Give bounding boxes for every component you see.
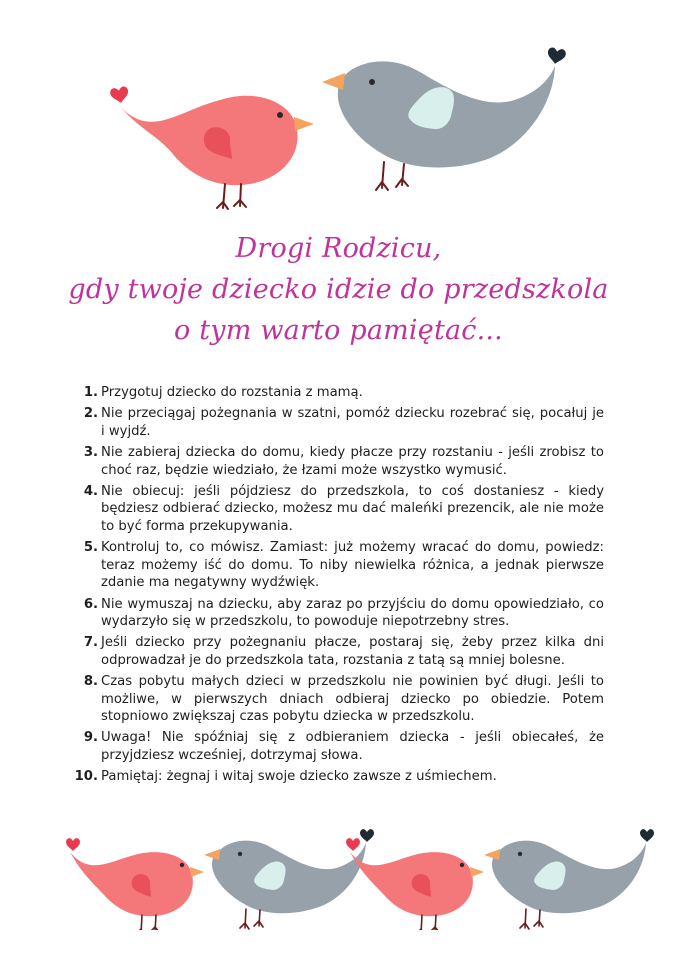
- list-item: [68, 405, 604, 440]
- item-number: 10.: [74, 769, 98, 785]
- item-number: 7.: [83, 635, 98, 651]
- heart-icon: [109, 86, 129, 105]
- pink-bird-icon: [109, 86, 314, 209]
- item-text: Kontroluj to, co mówisz. Zamiast: już możemy wracać do domu, powiedz: teraz możemy iść do domu. To niby niewielka różnica, a jednak pierwsze zdanie ma negatywny wydźwięk.: [101, 540, 604, 591]
- list-item: [68, 384, 604, 402]
- title-line-3: o tym warto pamiętać...: [174, 315, 503, 346]
- list-item: [68, 596, 604, 631]
- pink-bird-icon: [346, 838, 484, 930]
- item-number: 5.: [83, 540, 98, 556]
- title-line-2: gdy twoje dziecko idzie do przedszkola: [68, 274, 609, 305]
- item-number: 6.: [83, 596, 98, 612]
- list-item: [68, 729, 604, 764]
- item-number: 9.: [83, 730, 98, 746]
- pink-bird-icon: [66, 838, 204, 930]
- item-text: Nie wymuszaj na dziecku, aby zaraz po przyjściu do domu opowiedziało, co wydarzyło się w przedszkolu, to powoduje niepotrzebny stres.: [101, 596, 604, 630]
- list-item: [68, 673, 604, 726]
- page-title: [0, 228, 677, 351]
- item-text: Uwaga! Nie spóźniaj się z odbieraniem dziecka - jeśli obiecałeś, że przyjdziesz wcześniej, dotrzymaj słowa.: [101, 730, 604, 764]
- item-number: 1.: [83, 385, 98, 400]
- top-birds-illustration: [0, 0, 677, 230]
- list-item: [68, 634, 604, 669]
- item-text: Pamiętaj: żegnaj i witaj swoje dziecko zawsze z uśmiechem.: [101, 769, 497, 785]
- item-text: Nie zabieraj dziecka do domu, kiedy płacze przy rozstaniu - jeśli zrobisz to choć raz, będzie wiedziało, że łzami może wszystko wymusić.: [101, 444, 604, 478]
- item-number: 4.: [83, 483, 98, 499]
- list-item: [68, 768, 604, 786]
- list-item: [68, 444, 604, 479]
- list-item: [68, 539, 604, 592]
- gray-bird-icon: [484, 829, 654, 929]
- item-text: Nie przeciągaj pożegnania w szatni, pomóż dziecku rozebrać się, pocałuj je i wyjdź.: [101, 406, 604, 439]
- title-line-1: Drogi Rodzicu,: [235, 233, 442, 264]
- item-text: Czas pobytu małych dzieci w przedszkolu nie powinien być długi. Jeśli to możliwe, w pierwszych dniach odbieraj dziecko po obiedzie. Potem stopniowo zwiększaj czas pobytu dziecka w przedszkolu.: [101, 674, 604, 725]
- list-item: [68, 483, 604, 536]
- item-text: Przygotuj dziecko do rozstania z mamą.: [101, 385, 363, 400]
- item-number: 3.: [83, 444, 98, 460]
- bottom-birds-illustration: [0, 820, 677, 930]
- heart-icon: [546, 47, 566, 66]
- gray-bird-icon: [322, 47, 567, 190]
- item-number: 2.: [83, 406, 98, 422]
- item-number: 8.: [83, 674, 98, 690]
- tips-list: [68, 384, 604, 789]
- item-text: Jeśli dziecko przy pożegnaniu płacze, postaraj się, żeby przez kilka dni odprowadzał je do przedszkola tata, rozstania z tatą są mniej bolesne.: [101, 635, 604, 668]
- item-text: Nie obiecuj: jeśli pójdziesz do przedszkola, to coś dostaniesz - kiedy będziesz odbierać dziecko, możesz mu dać maleńki prezencik, ale nie może to być forma przekupywania.: [101, 483, 604, 534]
